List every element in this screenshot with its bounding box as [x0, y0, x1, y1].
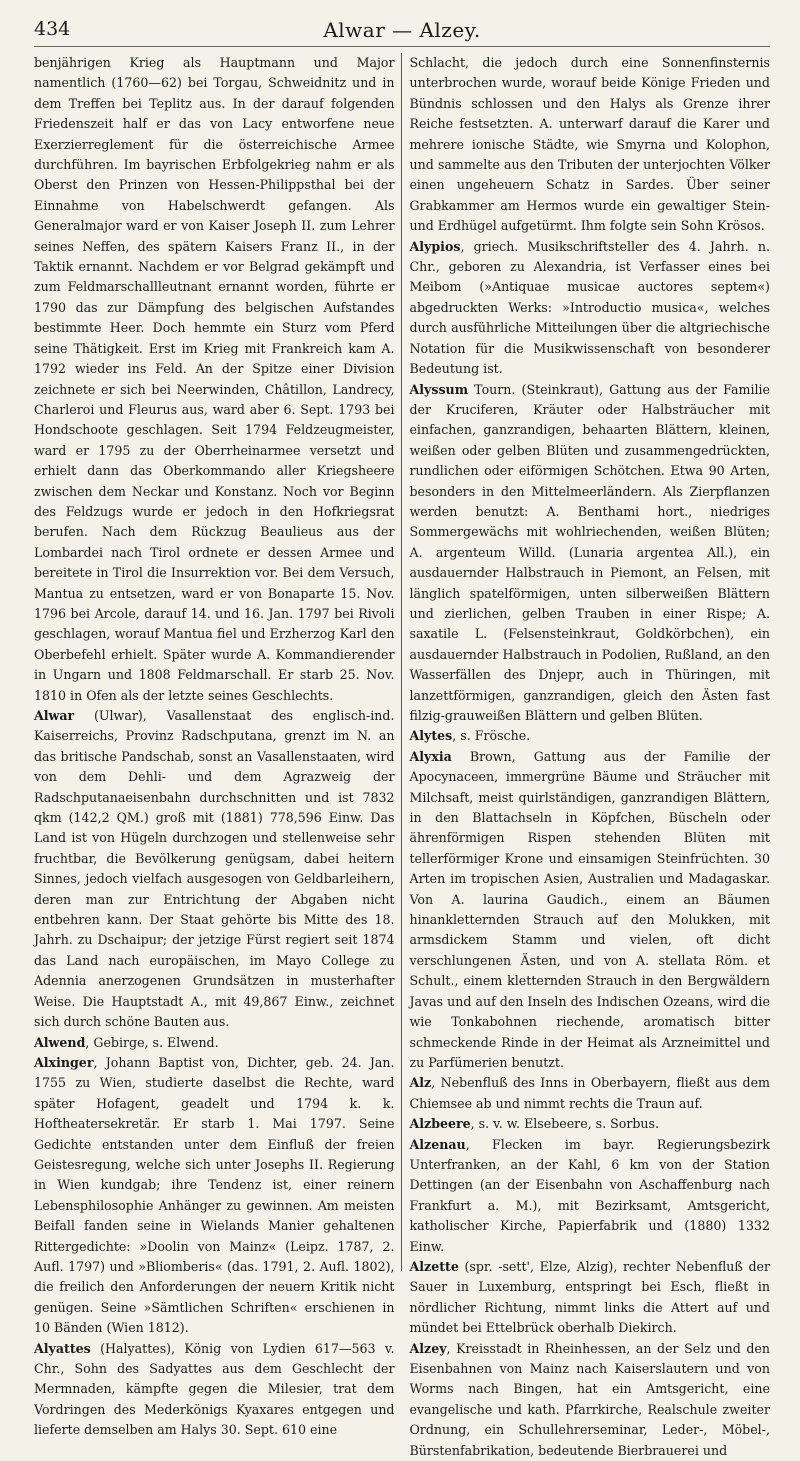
entry-headword: Alzbeere [409, 1116, 471, 1132]
running-head: Alwar — Alzey. [323, 18, 481, 42]
page-number: 434 [34, 18, 71, 40]
entry-headword: Alzey [409, 1340, 447, 1356]
entry-headword: Alyattes [34, 1340, 91, 1356]
entry-headword: Alytes [409, 728, 453, 744]
entry-text: Brown, Gattung aus der Familie der Apocynaceen, immergrüne Bäume und Sträucher mit Milchsaft, meist quirlständigen, ganzrandigen Blättern, in den Blattachseln in Köpfchen, Büscheln oder ährenförmigen Rispen stehenden Blüten mit tellerförmiger Krone und einsamigen Steinfrüchten. 30 Arten im tropischen Asien, Australien und Madagaskar. Von A. laurina Gaudich., einem an Bäumen hinankletternden Strauch auf den Molukken, mit armsdickem Stamm und vielen, oft dicht verschlungenen Ästen, und von A. stellata Röm. et Schult., einem kletternden Strauch in den Bergwäldern Javas und auf den Inseln des Indischen Ozeans, wird die wie Tonkabohnen riechende, aromatisch bitter schmeckende Rinde in der Heimat als Arzneimittel und zu Parfümerien benutzt. [409, 748, 770, 1070]
entry-text: , Nebenfluß des Inns in Oberbayern, fließt aus dem Chiemsee ab und nimmt rechts die Traun auf. [409, 1075, 770, 1111]
entry-text: (Halyattes), König von Lydien 617—563 v. Chr., Sohn des Sadyattes aus dem Geschlecht der Mermnaden, kämpfte gegen die Milesier, trat dem Vordringen des Mederkönigs Kyaxares entgegen und lieferte demselben am Halys 30. Sept. 610 eine [34, 1340, 395, 1438]
entry-alytes [409, 726, 770, 746]
entry-alzette [409, 1257, 770, 1339]
page-header [34, 14, 770, 47]
entry-alxinger [34, 1053, 395, 1339]
entry-alzbeere [409, 1114, 770, 1134]
entry-text: (Ulwar), Vasallenstaat des englisch-ind. Kaiserreichs, Provinz Radschputana, grenzt im N. an das britische Pandschab, sonst an Vasallenstaaten, wird von dem Dehli- und dem Agrazweig der Radschputanaeisenbahn durchschnitten und ist 7832 qkm (142,2 QM.) groß mit (1881) 778,596 Einw. Das Land ist von Hügeln durchzogen und stellenweise sehr fruchtbar, die Bevölkerung genügsam, dabei heitern Sinnes, jedoch vielfach ausgesogen von Geldbarleihern, deren man zur Entrichtung der Abgaben nicht entbehren kann. Der Staat gehörte bis Mitte des 18. Jahrh. zu Dschaipur; der jetzige Fürst regiert seit 1874 das Land nach europäischen, im Mayo College zu Adennia anerzogenen Grundsätzen in musterhafter Weise. Die Hauptstadt A., mit 49,867 Einw., zeichnet sich durch schöne Bauten aus. [34, 708, 395, 1030]
entry-headword: Alyssum [409, 381, 469, 397]
entry-text: (spr. -sett', Elze, Alzig), rechter Nebenfluß der Sauer in Luxemburg, entspringt bei Esch, fließt in nördlicher Richtung, nimmt links die Attert auf und mündet bei Ettelbrück oberhalb Diekirch. [409, 1258, 770, 1336]
entry-headword: Alz [409, 1075, 432, 1091]
entry-continuation: Schlacht, die jedoch durch eine Sonnenfinsternis unterbrochen wurde, worauf beide Könige Frieden und Bündnis schlossen und den Halys als Grenze ihrer Reiche festsetzten. A. unterwarf darauf die Karer und mehrere ionische Städte, wie Smyrna und Kolophon, und sammelte aus den Tributen der unterjochten Völker einen ungeheuern Schatz in Sardes. Über seiner Grabkammer am Hermos wurde ein gewaltiger Stein- und Erdhügel aufgetürmt. Ihm folgte sein Sohn Krösos. [409, 55, 770, 234]
entry-headword: Alzette [409, 1258, 459, 1274]
left-column [34, 53, 401, 1438]
entry-headword: Alypios [409, 238, 461, 254]
entry-alwar [34, 706, 395, 1033]
entry-headword: Alzenau [409, 1136, 466, 1152]
entry-text: , Flecken im bayr. Regierungsbezirk Unterfranken, an der Kahl, 6 km von der Station Dettingen (an der Eisenbahn von Aschaffenburg nach Frankfurt a. M.), mit Bezirksamt, Amtsgericht, katholischer Kirche, Papierfabrik und (1880) 1332 Einw. [409, 1136, 770, 1254]
entry-text: , s. Frösche. [452, 728, 531, 744]
entry-continuation: benjährigen Krieg als Hauptmann und Major namentlich (1760—62) bei Torgau, Schweidnitz und in dem Treffen bei Teplitz aus. In der darauf folgenden Friedenszeit half er das von Lacy entworfene neue Exerzierreglement für die österreichische Armee durchführen. Im bayrischen Erbfolgekrieg nahm er als Oberst den Prinzen von Hessen-Philippsthal bei der Einnahme von Habelschwerdt gefangen. Als Generalmajor ward er von Kaiser Joseph II. zum Lehrer seines Neffen, des spätern Kaisers Franz II., in der Taktik ernannt. Nachdem er vor Belgrad gekämpft und zum Feldmarschallleutnant ernannt worden, führte er 1790 das zur Dämpfung des belgischen Aufstandes bestimmte Heer. Doch hemmte ein Sturz vom Pferd seine Thätigkeit. Erst im Krieg mit Frankreich kam A. 1792 wieder ins Feld. An der Spitze einer Division zeichnete er sich bei Neerwinden, Châtillon, Landrecy, Charleroi und Fleurus aus, ward aber 6. Sept. 1793 bei Hondschoote geschlagen. Seit 1794 Feldzeugmeister, ward er 1795 zu der Oberrheinarmee versetzt und erhielt dann das Oberkommando aller Kriegsheere zwischen dem Neckar und Konstanz. Noch vor Beginn des Feldzugs wurde er jedoch in den Hofkriegsrat berufen. Nach dem Rückzug Beaulieus aus der Lombardei nach Tirol ordnete er dessen Armee und bereitete in Tirol die Insurrektion vor. Bei dem Versuch, Mantua zu entsetzen, ward er von Bonaparte 15. Nov. 1796 bei Arcole, darauf 14. und 16. Jan. 1797 bei Rivoli geschlagen, worauf Mantua fiel und Erzherzog Karl den Oberbefehl erhielt. Später wurde A. Kommandierender in Ungarn und 1808 Feldmarschall. Er starb 25. Nov. 1810 in Ofen als der letzte seines Geschlechts. [34, 55, 395, 703]
two-column-body [34, 53, 770, 1458]
entry-headword: Alwend [34, 1034, 86, 1050]
entry-text: Tourn. (Steinkraut), Gattung aus der Familie der Kruciferen, Kräuter oder Halbsträucher mit einfachen, ganzrandigen, behaarten Blättern, kleinen, weißen oder gelben Blüten und zusammengedrückten, rundlichen oder eiförmigen Schötchen. Etwa 90 Arten, besonders in den Mittelmeerländern. Als Zierpflanzen werden benutzt: A. Benthami hort., niedriges Sommergewächs mit wohlriechenden, weißen Blüten; A. argenteum Willd. (Lunaria argentea All.), ein ausdauernder Halbstrauch in Piemont, an Felsen, mit länglich spatelförmigen, unten silberweißen Blättern und zierlichen, gelben Trauben in einer Rispe; A. saxatile L. (Felsensteinkraut, Goldkörbchen), ein ausdauernder Halbstrauch in Podolien, Rußland, an den Wasserfällen des Dnjepr, auch in Thüringen, mit lanzettförmigen, ganzrandigen, gleich den Ästen fast filzig-grauweißen Blättern und gelben Blüten. [409, 381, 770, 723]
entry-alz [409, 1073, 770, 1114]
entry-alyattes [34, 1339, 395, 1441]
entry-headword: Alyxia [409, 748, 452, 764]
entry-headword: Alwar [34, 708, 75, 723]
right-column [401, 53, 770, 1458]
entry-text: , Kreisstadt in Rheinhessen, an der Selz und den Eisenbahnen von Mainz nach Kaiserslautern und von Worms nach Bingen, hat ein Amtsgericht, eine evangelische und kath. Pfarrkirche, Realschule zweiter Ordnung, ein Schullehrerseminar, Leder-, Möbel-, Bürstenfabrikation, bedeutende Bierbrauerei und [409, 1340, 770, 1458]
entry-alzenau [409, 1135, 770, 1257]
entry-headword: Alxinger [34, 1054, 94, 1070]
entry-text: , Gebirge, s. Elwend. [85, 1034, 219, 1050]
entry-text: , griech. Musikschriftsteller des 4. Jahrh. n. Chr., geboren zu Alexandria, ist Verfasser eines bei Meibom (»Antiquae musicae auctores septem«) abgedruckten Werks: »Introductio musica«, welches durch ausführliche Mitteilungen über die altgriechische Notation für die Musikwissenschaft von besonderer Bedeutung ist. [409, 238, 770, 377]
entry-alwend [34, 1033, 395, 1053]
entry-alypios [409, 237, 770, 380]
entry-text: , Johann Baptist von, Dichter, geb. 24. Jan. 1755 zu Wien, studierte daselbst die Rechte, ward später Hofagent, geadelt und 1794 k. k. Hoftheatersekretär. Er starb 1. Mai 1797. Seine Gedichte entstanden unter dem Einfluß der freien Geistesregung, welche sich unter Josephs II. Regierung in Wien kundgab; ihre Tendenz ist, einer reinern Lebensphilosophie Anhänger zu gewinnen. Am meisten Beifall fanden seine in Wielands Manier gehaltenen Rittergedichte: »Doolin von Mainz« (Leipz. 1787, 2. Aufl. 1797) und »Bliomberis« (das. 1791, 2. Aufl. 1802), die freilich den Anforderungen der neuern Kritik nicht genügen. Seine »Sämtlichen Schriften« erschienen in 10 Bänden (Wien 1812). [34, 1054, 395, 1336]
entry-alyssum [409, 380, 770, 727]
entry-text: , s. v. w. Elsebeere, s. Sorbus. [470, 1116, 659, 1132]
entry-alzey [409, 1339, 770, 1461]
entry-alyxia [409, 747, 770, 1074]
